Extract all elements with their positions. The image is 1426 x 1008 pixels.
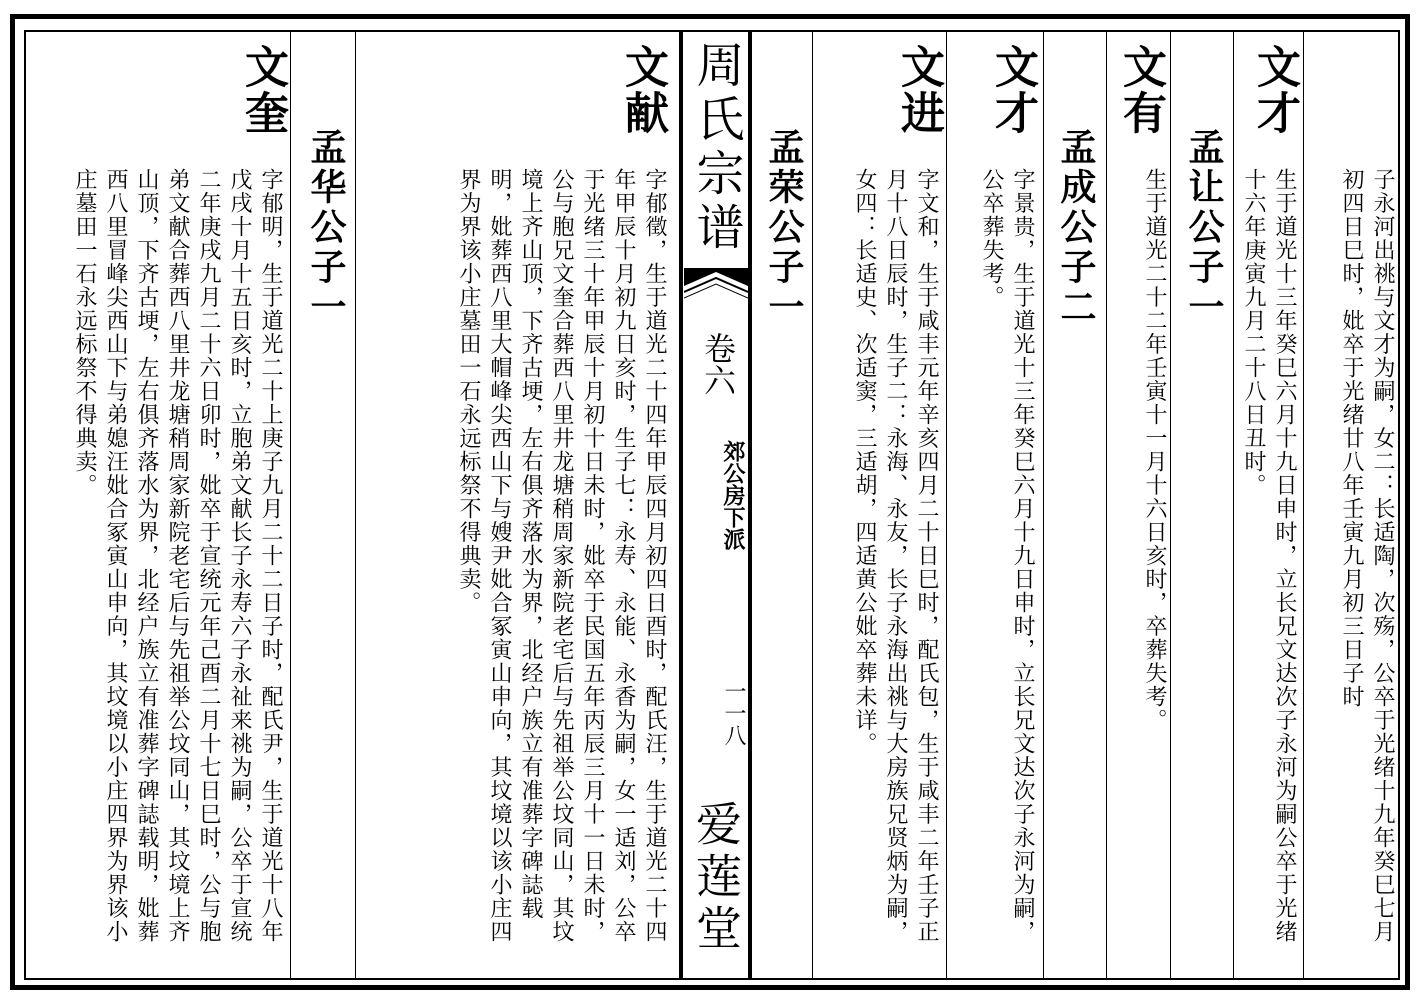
lineage-heading: 孟荣公子一: [763, 128, 805, 328]
person-name: 文才: [1249, 44, 1300, 136]
divider: [1043, 30, 1044, 980]
lineage-heading: 孟华公子一: [305, 128, 347, 328]
person-record: 生于道光二十二年壬寅十一月十六日亥时，卒葬失考。: [1142, 168, 1167, 732]
hall-name: 爱莲堂: [689, 800, 743, 956]
person-record: 字郁徵，生于道光二十四年甲辰四月初四日酉时，配氏汪，生于道光二十四年甲辰十月初九日亥时，生子七：永寿、永能、永香为嗣，女一适刘，公卒于光绪三十年甲辰十月初十日未时，妣卒于民国五年丙辰三月十一日未时，公与胞兄文奎合葬西八里井龙塘稍周家新院老宅后与先祖举公坟同山，其坟境上齐山顶，下齐古埂，左右俱齐落水为界，北经户族立有准葬字碑誌载明，妣葬西八里大帽峰尖西山下与嫂尹妣合冢寅山申向，其坟境以该小庄四界为界该小庄墓田一石永远标祭不得典卖。: [456, 168, 667, 944]
divider: [812, 30, 813, 980]
person-record: 字文和，生于咸丰元年辛亥四月二十日巳时，配氏包，生于咸丰二年壬子正月十八日辰时，生子二：永海、永友，长子永海出祧与大房族兄贤炳为嗣，女四：长适史、次适窦，三适胡，四适黄公妣卒葬未详。: [852, 168, 939, 944]
divider: [355, 30, 356, 980]
divider: [290, 30, 291, 980]
center-divider-left: [679, 30, 683, 980]
fishtail-ornament: [684, 268, 748, 318]
genealogy-title: 周氏宗谱: [688, 40, 744, 256]
center-divider-right: [748, 30, 752, 980]
volume-label: 卷六: [699, 332, 737, 396]
continuation-text: 子永河出祧与文才为嗣，女二：长适陶，次殇，公卒于光绪十九年癸巳七月初四日巳时，妣卒于光绪廿八年壬寅九月初三日子时: [1339, 168, 1395, 944]
divider: [1106, 30, 1107, 980]
lineage-heading: 孟让公子一: [1183, 128, 1225, 328]
person-name: 文献: [617, 44, 668, 136]
divider: [1233, 30, 1234, 980]
branch-label: 郊公房下派: [720, 440, 746, 550]
lineage-heading: 孟成公子二: [1055, 128, 1097, 328]
divider: [1303, 30, 1304, 980]
page-number: 一一八: [721, 680, 746, 746]
person-name: 文奎: [237, 44, 288, 136]
person-record: 字郁明，生于道光二十上庚子九月二十二日子时，配氏尹，生于道光十八年戊戌十月十五日亥时，立胞弟文献长子永寿六子永祉来祧为嗣，公卒于宣统二年庚戌九月二十六日卯时，妣卒于宣统元年己酉二月十七日巳时，公与胞弟文献合葬西八里井龙塘稍周家新院老宅后与先祖举公坟同山，其坟境上齐山顶，下齐古埂，左右俱齐落水为界，北经户族立有准葬字碑誌载明，妣葬西八里冒峰尖西山下与弟媳汪妣合冢寅山申向，其坟境以小庄四界为界该小庄墓田一石永远标祭不得典卖。: [72, 168, 283, 944]
person-record: 生于道光十三年癸巳六月十九日申时，立长兄文达次子永河为嗣公卒于光绪十六年庚寅九月二十八日丑时。: [1241, 168, 1297, 944]
divider: [946, 30, 947, 980]
divider: [1170, 30, 1171, 980]
person-record: 字景贵，生于道光十三年癸巳六月十九日申时，立长兄文达次子永河为嗣，公卒葬失考。: [979, 168, 1035, 944]
person-name: 文有: [1115, 44, 1166, 136]
person-name: 文才: [987, 44, 1038, 136]
person-name: 文进: [893, 44, 944, 136]
